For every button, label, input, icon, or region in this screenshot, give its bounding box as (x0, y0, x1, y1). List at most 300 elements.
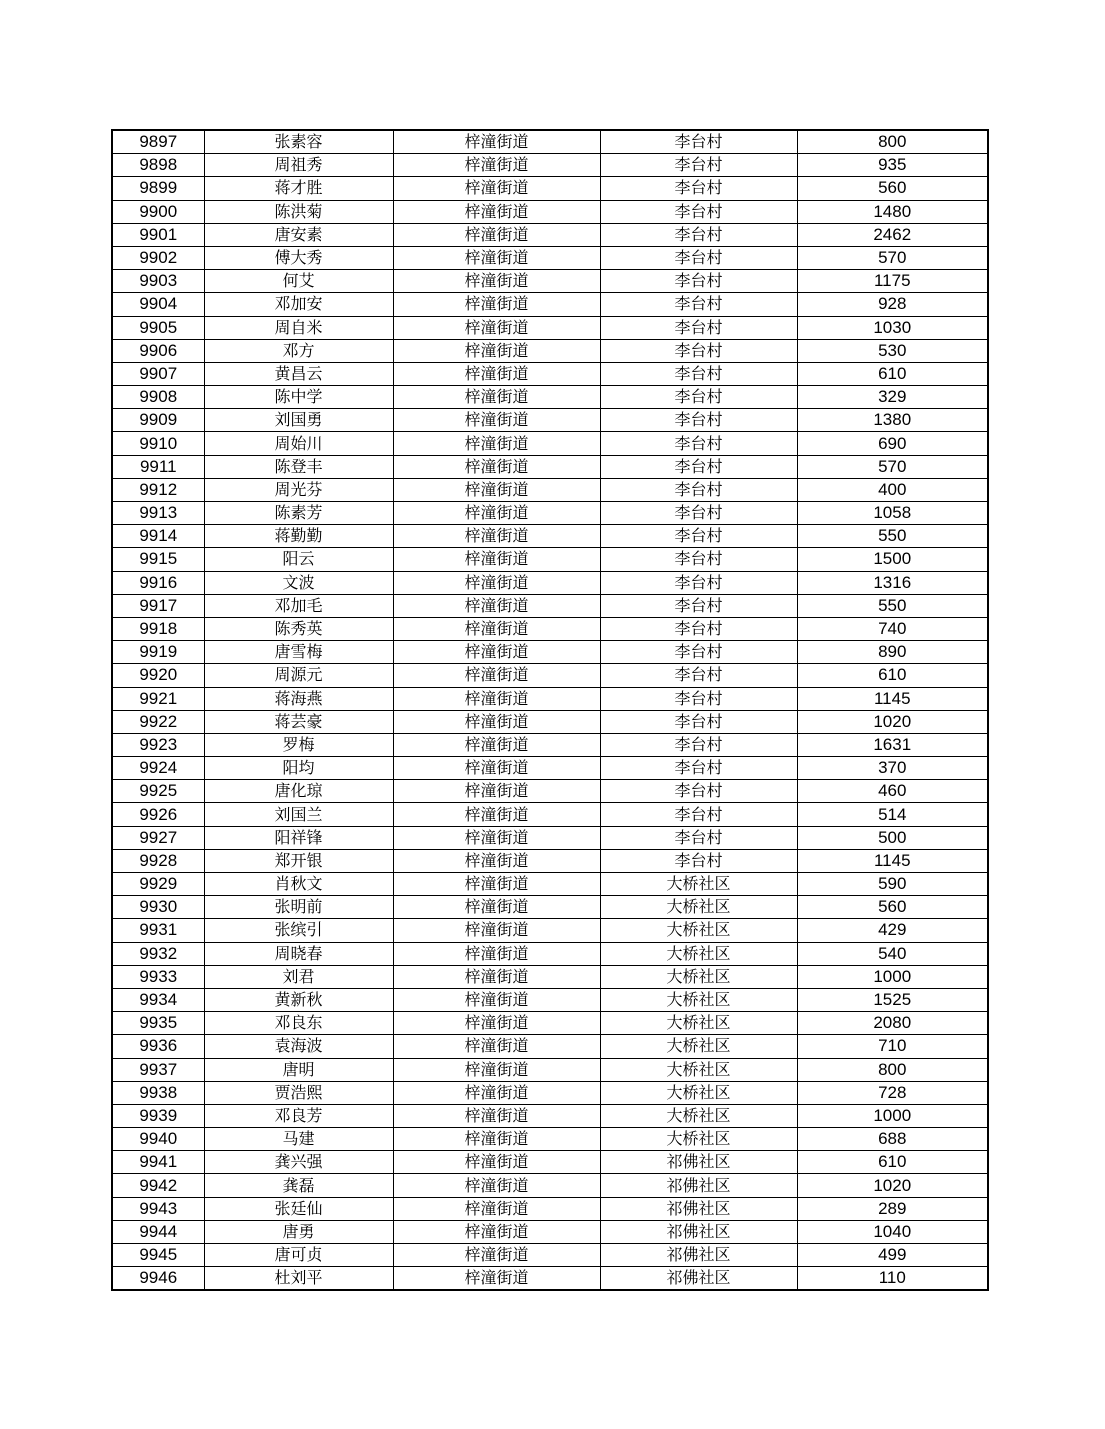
row-number-cell: 9919 (112, 641, 204, 664)
name-cell: 黄新秋 (204, 988, 393, 1011)
street-cell: 梓潼街道 (393, 1035, 600, 1058)
table-row (112, 757, 988, 780)
table-row (112, 1104, 988, 1127)
table-row (112, 386, 988, 409)
street-cell: 梓潼街道 (393, 1244, 600, 1267)
table-row (112, 316, 988, 339)
community-cell: 祁佛社区 (600, 1220, 797, 1243)
name-cell: 唐可贞 (204, 1244, 393, 1267)
amount-cell: 570 (797, 455, 988, 478)
table-row (112, 1035, 988, 1058)
name-cell: 周始川 (204, 432, 393, 455)
name-cell: 陈中学 (204, 386, 393, 409)
table-row (112, 641, 988, 664)
table-row (112, 246, 988, 269)
street-cell: 梓潼街道 (393, 803, 600, 826)
community-cell: 大桥社区 (600, 1035, 797, 1058)
name-cell: 陈秀英 (204, 617, 393, 640)
row-number-cell: 9933 (112, 965, 204, 988)
street-cell: 梓潼街道 (393, 478, 600, 501)
row-number-cell: 9926 (112, 803, 204, 826)
name-cell: 杜刘平 (204, 1267, 393, 1291)
community-cell: 李台村 (600, 270, 797, 293)
name-cell: 刘君 (204, 965, 393, 988)
table-row (112, 339, 988, 362)
name-cell: 唐安素 (204, 223, 393, 246)
row-number-cell: 9897 (112, 130, 204, 154)
row-number-cell: 9903 (112, 270, 204, 293)
table-row (112, 1081, 988, 1104)
amount-cell: 500 (797, 826, 988, 849)
name-cell: 唐明 (204, 1058, 393, 1081)
name-cell: 张缤引 (204, 919, 393, 942)
name-cell: 周晓春 (204, 942, 393, 965)
community-cell: 李台村 (600, 687, 797, 710)
row-number-cell: 9907 (112, 362, 204, 385)
community-cell: 李台村 (600, 849, 797, 872)
amount-cell: 1316 (797, 571, 988, 594)
community-cell: 李台村 (600, 478, 797, 501)
row-number-cell: 9922 (112, 710, 204, 733)
table-row (112, 1174, 988, 1197)
amount-cell: 928 (797, 293, 988, 316)
amount-cell: 728 (797, 1081, 988, 1104)
table-body (112, 130, 988, 1290)
community-cell: 李台村 (600, 409, 797, 432)
name-cell: 龚兴强 (204, 1151, 393, 1174)
amount-cell: 740 (797, 617, 988, 640)
row-number-cell: 9921 (112, 687, 204, 710)
community-cell: 李台村 (600, 780, 797, 803)
row-number-cell: 9911 (112, 455, 204, 478)
row-number-cell: 9938 (112, 1081, 204, 1104)
street-cell: 梓潼街道 (393, 664, 600, 687)
name-cell: 刘国勇 (204, 409, 393, 432)
table-row (112, 664, 988, 687)
amount-cell: 610 (797, 1151, 988, 1174)
community-cell: 李台村 (600, 177, 797, 200)
street-cell: 梓潼街道 (393, 130, 600, 154)
amount-cell: 690 (797, 432, 988, 455)
name-cell: 周祖秀 (204, 154, 393, 177)
table-row (112, 502, 988, 525)
row-number-cell: 9910 (112, 432, 204, 455)
community-cell: 大桥社区 (600, 873, 797, 896)
name-cell: 邓良芳 (204, 1104, 393, 1127)
name-cell: 邓方 (204, 339, 393, 362)
table-row (112, 826, 988, 849)
name-cell: 张明前 (204, 896, 393, 919)
name-cell: 蒋芸豪 (204, 710, 393, 733)
street-cell: 梓潼街道 (393, 826, 600, 849)
street-cell: 梓潼街道 (393, 1058, 600, 1081)
community-cell: 李台村 (600, 223, 797, 246)
row-number-cell: 9908 (112, 386, 204, 409)
amount-cell: 560 (797, 177, 988, 200)
street-cell: 梓潼街道 (393, 942, 600, 965)
row-number-cell: 9898 (112, 154, 204, 177)
amount-cell: 1030 (797, 316, 988, 339)
table-row (112, 733, 988, 756)
street-cell: 梓潼街道 (393, 339, 600, 362)
amount-cell: 590 (797, 873, 988, 896)
community-cell: 李台村 (600, 525, 797, 548)
street-cell: 梓潼街道 (393, 293, 600, 316)
street-cell: 梓潼街道 (393, 548, 600, 571)
street-cell: 梓潼街道 (393, 733, 600, 756)
name-cell: 邓良东 (204, 1012, 393, 1035)
street-cell: 梓潼街道 (393, 1151, 600, 1174)
community-cell: 李台村 (600, 316, 797, 339)
street-cell: 梓潼街道 (393, 525, 600, 548)
amount-cell: 710 (797, 1035, 988, 1058)
row-number-cell: 9925 (112, 780, 204, 803)
row-number-cell: 9916 (112, 571, 204, 594)
table-row (112, 432, 988, 455)
amount-cell: 1000 (797, 965, 988, 988)
street-cell: 梓潼街道 (393, 455, 600, 478)
amount-cell: 1145 (797, 687, 988, 710)
row-number-cell: 9904 (112, 293, 204, 316)
row-number-cell: 9923 (112, 733, 204, 756)
community-cell: 李台村 (600, 432, 797, 455)
name-cell: 张廷仙 (204, 1197, 393, 1220)
table-row (112, 896, 988, 919)
row-number-cell: 9941 (112, 1151, 204, 1174)
community-cell: 李台村 (600, 803, 797, 826)
street-cell: 梓潼街道 (393, 710, 600, 733)
amount-cell: 329 (797, 386, 988, 409)
name-cell: 陈素芳 (204, 502, 393, 525)
table-row (112, 988, 988, 1011)
street-cell: 梓潼街道 (393, 270, 600, 293)
name-cell: 阳均 (204, 757, 393, 780)
name-cell: 罗梅 (204, 733, 393, 756)
street-cell: 梓潼街道 (393, 1267, 600, 1291)
table-row (112, 1197, 988, 1220)
table-row (112, 1151, 988, 1174)
community-cell: 祁佛社区 (600, 1244, 797, 1267)
table-row (112, 687, 988, 710)
community-cell: 大桥社区 (600, 1012, 797, 1035)
amount-cell: 400 (797, 478, 988, 501)
row-number-cell: 9909 (112, 409, 204, 432)
table-row (112, 780, 988, 803)
name-cell: 邓加安 (204, 293, 393, 316)
row-number-cell: 9927 (112, 826, 204, 849)
table-row (112, 270, 988, 293)
name-cell: 蒋海燕 (204, 687, 393, 710)
row-number-cell: 9934 (112, 988, 204, 1011)
table-row (112, 1058, 988, 1081)
name-cell: 邓加毛 (204, 594, 393, 617)
name-cell: 唐雪梅 (204, 641, 393, 664)
street-cell: 梓潼街道 (393, 757, 600, 780)
table-row (112, 849, 988, 872)
table-row (112, 1267, 988, 1291)
amount-cell: 1380 (797, 409, 988, 432)
amount-cell: 1175 (797, 270, 988, 293)
community-cell: 李台村 (600, 594, 797, 617)
street-cell: 梓潼街道 (393, 1128, 600, 1151)
table-row (112, 548, 988, 571)
row-number-cell: 9899 (112, 177, 204, 200)
table-row (112, 710, 988, 733)
street-cell: 梓潼街道 (393, 896, 600, 919)
table-row (112, 1244, 988, 1267)
community-cell: 大桥社区 (600, 965, 797, 988)
community-cell: 李台村 (600, 641, 797, 664)
table-row (112, 478, 988, 501)
name-cell: 郑开银 (204, 849, 393, 872)
name-cell: 贾浩熙 (204, 1081, 393, 1104)
row-number-cell: 9902 (112, 246, 204, 269)
street-cell: 梓潼街道 (393, 362, 600, 385)
amount-cell: 110 (797, 1267, 988, 1291)
community-cell: 李台村 (600, 710, 797, 733)
amount-cell: 935 (797, 154, 988, 177)
street-cell: 梓潼街道 (393, 1174, 600, 1197)
street-cell: 梓潼街道 (393, 571, 600, 594)
amount-cell: 514 (797, 803, 988, 826)
row-number-cell: 9935 (112, 1012, 204, 1035)
street-cell: 梓潼街道 (393, 780, 600, 803)
name-cell: 周自米 (204, 316, 393, 339)
amount-cell: 1480 (797, 200, 988, 223)
name-cell: 阳祥锋 (204, 826, 393, 849)
name-cell: 陈登丰 (204, 455, 393, 478)
community-cell: 大桥社区 (600, 896, 797, 919)
amount-cell: 289 (797, 1197, 988, 1220)
row-number-cell: 9920 (112, 664, 204, 687)
table-row (112, 525, 988, 548)
name-cell: 刘国兰 (204, 803, 393, 826)
name-cell: 陈洪菊 (204, 200, 393, 223)
community-cell: 李台村 (600, 826, 797, 849)
community-cell: 大桥社区 (600, 988, 797, 1011)
row-number-cell: 9918 (112, 617, 204, 640)
table-row (112, 409, 988, 432)
amount-cell: 1040 (797, 1220, 988, 1243)
row-number-cell: 9936 (112, 1035, 204, 1058)
amount-cell: 460 (797, 780, 988, 803)
name-cell: 蒋才胜 (204, 177, 393, 200)
table-row (112, 965, 988, 988)
community-cell: 李台村 (600, 502, 797, 525)
street-cell: 梓潼街道 (393, 432, 600, 455)
row-number-cell: 9944 (112, 1220, 204, 1243)
amount-cell: 800 (797, 130, 988, 154)
row-number-cell: 9932 (112, 942, 204, 965)
name-cell: 何艾 (204, 270, 393, 293)
table-row (112, 617, 988, 640)
table-row (112, 873, 988, 896)
name-cell: 袁海波 (204, 1035, 393, 1058)
community-cell: 李台村 (600, 362, 797, 385)
row-number-cell: 9912 (112, 478, 204, 501)
table-row (112, 223, 988, 246)
name-cell: 黄昌云 (204, 362, 393, 385)
amount-cell: 800 (797, 1058, 988, 1081)
name-cell: 蒋勤勤 (204, 525, 393, 548)
name-cell: 龚磊 (204, 1174, 393, 1197)
street-cell: 梓潼街道 (393, 154, 600, 177)
street-cell: 梓潼街道 (393, 617, 600, 640)
community-cell: 祁佛社区 (600, 1151, 797, 1174)
amount-cell: 2462 (797, 223, 988, 246)
amount-cell: 1020 (797, 1174, 988, 1197)
amount-cell: 540 (797, 942, 988, 965)
amount-cell: 890 (797, 641, 988, 664)
street-cell: 梓潼街道 (393, 1197, 600, 1220)
table-row (112, 1220, 988, 1243)
amount-cell: 1020 (797, 710, 988, 733)
row-number-cell: 9900 (112, 200, 204, 223)
community-cell: 李台村 (600, 664, 797, 687)
community-cell: 祁佛社区 (600, 1267, 797, 1291)
amount-cell: 570 (797, 246, 988, 269)
table-row (112, 594, 988, 617)
community-cell: 李台村 (600, 200, 797, 223)
name-cell: 马建 (204, 1128, 393, 1151)
row-number-cell: 9943 (112, 1197, 204, 1220)
amount-cell: 610 (797, 362, 988, 385)
table-row (112, 177, 988, 200)
row-number-cell: 9917 (112, 594, 204, 617)
community-cell: 李台村 (600, 154, 797, 177)
amount-cell: 429 (797, 919, 988, 942)
name-cell: 唐勇 (204, 1220, 393, 1243)
street-cell: 梓潼街道 (393, 502, 600, 525)
row-number-cell: 9937 (112, 1058, 204, 1081)
street-cell: 梓潼街道 (393, 873, 600, 896)
amount-cell: 560 (797, 896, 988, 919)
row-number-cell: 9924 (112, 757, 204, 780)
amount-cell: 370 (797, 757, 988, 780)
row-number-cell: 9915 (112, 548, 204, 571)
community-cell: 李台村 (600, 571, 797, 594)
community-cell: 李台村 (600, 246, 797, 269)
table-row (112, 293, 988, 316)
street-cell: 梓潼街道 (393, 919, 600, 942)
amount-cell: 1631 (797, 733, 988, 756)
table-row (112, 919, 988, 942)
amount-cell: 1058 (797, 502, 988, 525)
name-cell: 唐化琼 (204, 780, 393, 803)
name-cell: 张素容 (204, 130, 393, 154)
street-cell: 梓潼街道 (393, 1104, 600, 1127)
table-row (112, 942, 988, 965)
table-row (112, 803, 988, 826)
row-number-cell: 9931 (112, 919, 204, 942)
amount-cell: 1145 (797, 849, 988, 872)
community-cell: 大桥社区 (600, 1128, 797, 1151)
community-cell: 李台村 (600, 293, 797, 316)
community-cell: 李台村 (600, 548, 797, 571)
table-row (112, 362, 988, 385)
street-cell: 梓潼街道 (393, 223, 600, 246)
community-cell: 大桥社区 (600, 919, 797, 942)
name-cell: 肖秋文 (204, 873, 393, 896)
community-cell: 大桥社区 (600, 1058, 797, 1081)
name-cell: 文波 (204, 571, 393, 594)
row-number-cell: 9939 (112, 1104, 204, 1127)
row-number-cell: 9946 (112, 1267, 204, 1291)
community-cell: 李台村 (600, 339, 797, 362)
table-row (112, 154, 988, 177)
amount-cell: 1525 (797, 988, 988, 1011)
row-number-cell: 9901 (112, 223, 204, 246)
row-number-cell: 9942 (112, 1174, 204, 1197)
community-cell: 李台村 (600, 757, 797, 780)
table-row (112, 1128, 988, 1151)
amount-cell: 499 (797, 1244, 988, 1267)
table-row (112, 200, 988, 223)
row-number-cell: 9905 (112, 316, 204, 339)
street-cell: 梓潼街道 (393, 1081, 600, 1104)
amount-cell: 550 (797, 525, 988, 548)
street-cell: 梓潼街道 (393, 246, 600, 269)
amount-cell: 1000 (797, 1104, 988, 1127)
amount-cell: 1500 (797, 548, 988, 571)
row-number-cell: 9940 (112, 1128, 204, 1151)
street-cell: 梓潼街道 (393, 965, 600, 988)
name-cell: 傅大秀 (204, 246, 393, 269)
street-cell: 梓潼街道 (393, 177, 600, 200)
amount-cell: 2080 (797, 1012, 988, 1035)
name-cell: 阳云 (204, 548, 393, 571)
community-cell: 大桥社区 (600, 1081, 797, 1104)
street-cell: 梓潼街道 (393, 1012, 600, 1035)
street-cell: 梓潼街道 (393, 200, 600, 223)
row-number-cell: 9906 (112, 339, 204, 362)
table-row (112, 1012, 988, 1035)
name-cell: 周光芬 (204, 478, 393, 501)
street-cell: 梓潼街道 (393, 316, 600, 339)
community-cell: 李台村 (600, 386, 797, 409)
street-cell: 梓潼街道 (393, 409, 600, 432)
street-cell: 梓潼街道 (393, 988, 600, 1011)
street-cell: 梓潼街道 (393, 594, 600, 617)
table-row (112, 455, 988, 478)
street-cell: 梓潼街道 (393, 849, 600, 872)
amount-cell: 530 (797, 339, 988, 362)
community-cell: 大桥社区 (600, 942, 797, 965)
street-cell: 梓潼街道 (393, 641, 600, 664)
community-cell: 李台村 (600, 455, 797, 478)
row-number-cell: 9929 (112, 873, 204, 896)
street-cell: 梓潼街道 (393, 386, 600, 409)
table-row (112, 130, 988, 154)
row-number-cell: 9913 (112, 502, 204, 525)
street-cell: 梓潼街道 (393, 1220, 600, 1243)
row-number-cell: 9945 (112, 1244, 204, 1267)
row-number-cell: 9914 (112, 525, 204, 548)
row-number-cell: 9928 (112, 849, 204, 872)
name-cell: 周源元 (204, 664, 393, 687)
community-cell: 李台村 (600, 733, 797, 756)
street-cell: 梓潼街道 (393, 687, 600, 710)
community-cell: 祁佛社区 (600, 1197, 797, 1220)
community-cell: 祁佛社区 (600, 1174, 797, 1197)
community-cell: 李台村 (600, 617, 797, 640)
community-cell: 李台村 (600, 130, 797, 154)
row-number-cell: 9930 (112, 896, 204, 919)
amount-cell: 550 (797, 594, 988, 617)
table-row (112, 571, 988, 594)
community-cell: 大桥社区 (600, 1104, 797, 1127)
data-table (111, 129, 989, 1291)
